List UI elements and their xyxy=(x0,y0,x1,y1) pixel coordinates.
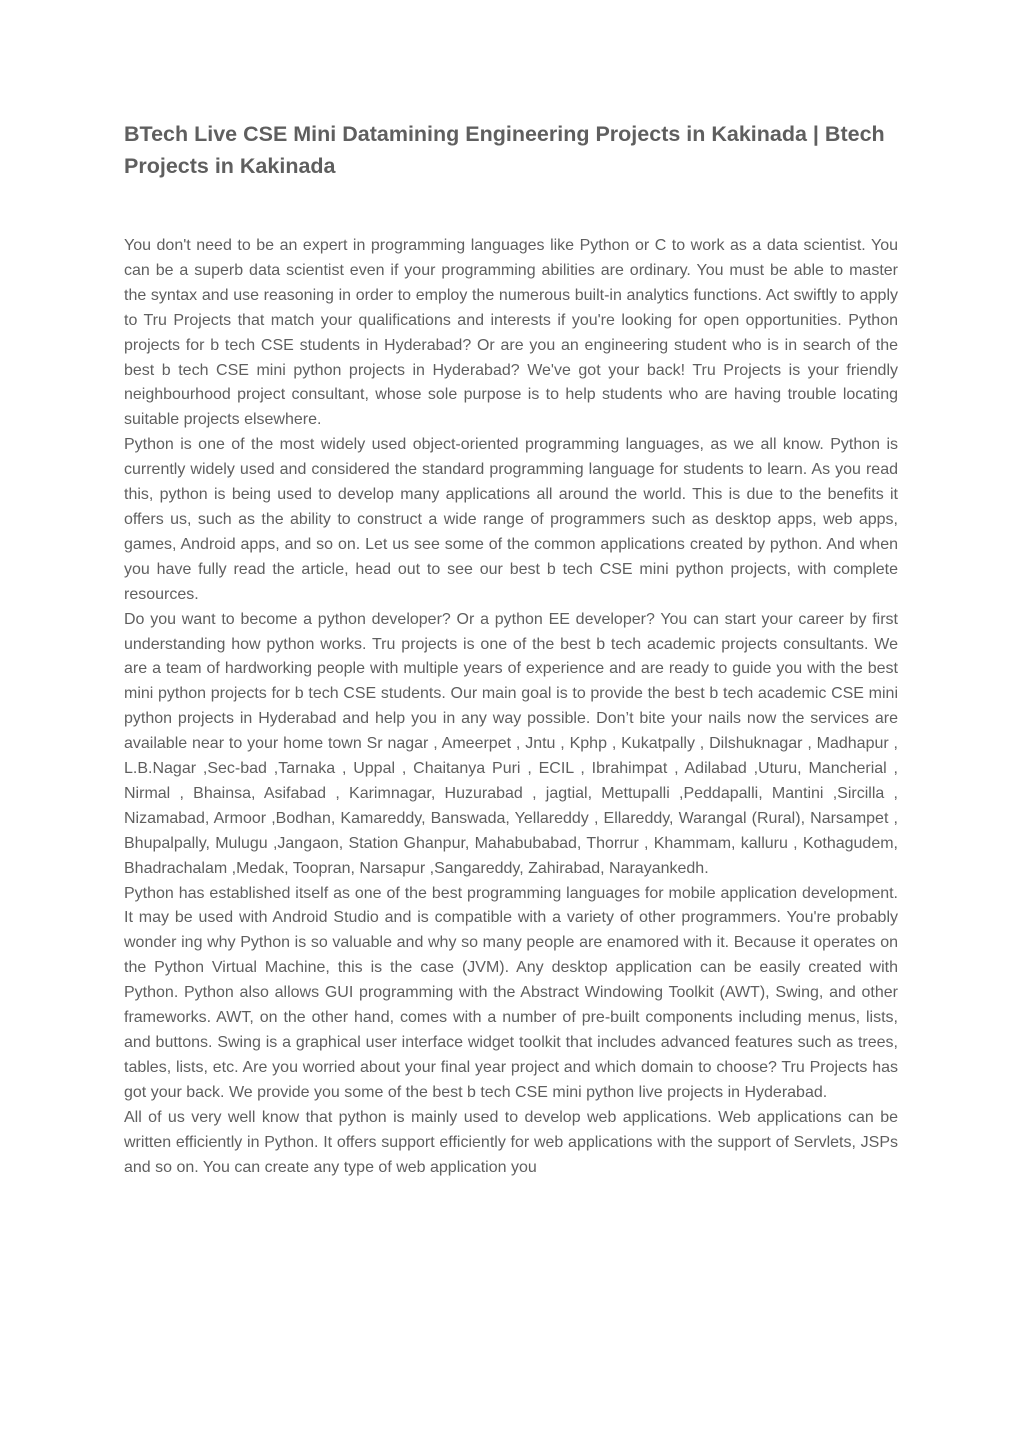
document-title: BTech Live CSE Mini Datamining Engineering Projects in Kakinada | Btech Projects in Kakinada xyxy=(124,122,885,178)
paragraph-5: All of us very well know that python is mainly used to develop web applications. Web applications can be written efficiently in Python. It offers support efficiently for web applications with the support of Servlets, JSPs and so on. You can create any type of web application you xyxy=(124,1108,898,1176)
document-body xyxy=(124,234,898,1180)
paragraph-4: Python has established itself as one of the best programming languages for mobile application development. It may be used with Android Studio and is compatible with a variety of other programmers. You're probably wonder ing why Python is so valuable and why so many people are enamored with it. Because it operates on the Python Virtual Machine, this is the case (JVM). Any desktop application can be easily created with Python. Python also allows GUI programming with the Abstract Windowing Toolkit (AWT), Swing, and other frameworks. AWT, on the other hand, comes with a number of pre-built components including menus, lists, and buttons. Swing is a graphical user interface widget toolkit that includes advanced features such as trees, tables, lists, etc. Are you worried about your final year project and which domain to choose? Tru Projects has got your back. We provide you some of the best b tech CSE mini python live projects in Hyderabad. xyxy=(124,884,898,1101)
paragraph-1: You don't need to be an expert in programming languages like Python or C to work as a data scientist. You can be a superb data scientist even if your programming abilities are ordinary. You must be able to master the syntax and use reasoning in order to employ the numerous built-in analytics functions. Act swiftly to apply to Tru Projects that match your qualifications and interests if you're looking for open opportunities. Python projects for b tech CSE students in Hyderabad? Or are you an engineering student who is in search of the best b tech CSE mini python projects in Hyderabad? We've got your back! Tru Projects is your friendly neighbourhood project consultant, whose sole purpose is to help students who are having trouble locating suitable projects elsewhere. xyxy=(124,237,898,429)
paragraph-3: Do you want to become a python developer? Or a python EE developer? You can start your career by first understanding how python works. Tru projects is one of the best b tech academic projects consultants. We are a team of hardworking people with multiple years of experience and are ready to guide you with the best mini python projects for b tech CSE students. Our main goal is to provide the best b tech academic CSE mini python projects in Hyderabad and help you in any way possible. Don’t bite your nails now the services are available near to your home town Sr nagar , Ameerpet , Jntu , Kphp , Kukatpally , Dilshuknagar , Madhapur , L.B.Nagar ,Sec-bad ,Tarnaka , Uppal , Chaitanya Puri , ECIL , Ibrahimpat , Adilabad ,Uturu, Mancherial , Nirmal , Bhainsa, Asifabad , Karimnagar, Huzurabad , jagtial, Mettupalli ,Peddapalli, Mantini ,Sircilla , Nizamabad, Armoor ,Bodhan, Kamareddy, Banswada, Yellareddy , Ellareddy, Warangal (Rural), Narsampet , Bhupalpally, Mulugu ,Jangaon, Station Ghanpur, Mahabubabad, Thorrur , Khammam, kalluru , Kothagudem, Bhadrachalam ,Medak, Toopran, Narsapur ,Sangareddy, Zahirabad, Narayankedh. xyxy=(124,610,898,877)
paragraph-2: Python is one of the most widely used object-oriented programming languages, as we all know. Python is currently widely used and considered the standard programming language for students to learn. As you read this, python is being used to develop many applications all around the world. This is due to the benefits it offers us, such as the ability to construct a wide range of programmers such as desktop apps, web apps, games, Android apps, and so on. Let us see some of the common applications created by python. And when you have fully read the article, head out to see our best b tech CSE mini python projects, with complete resources. xyxy=(124,436,898,603)
document-page xyxy=(124,118,898,1180)
